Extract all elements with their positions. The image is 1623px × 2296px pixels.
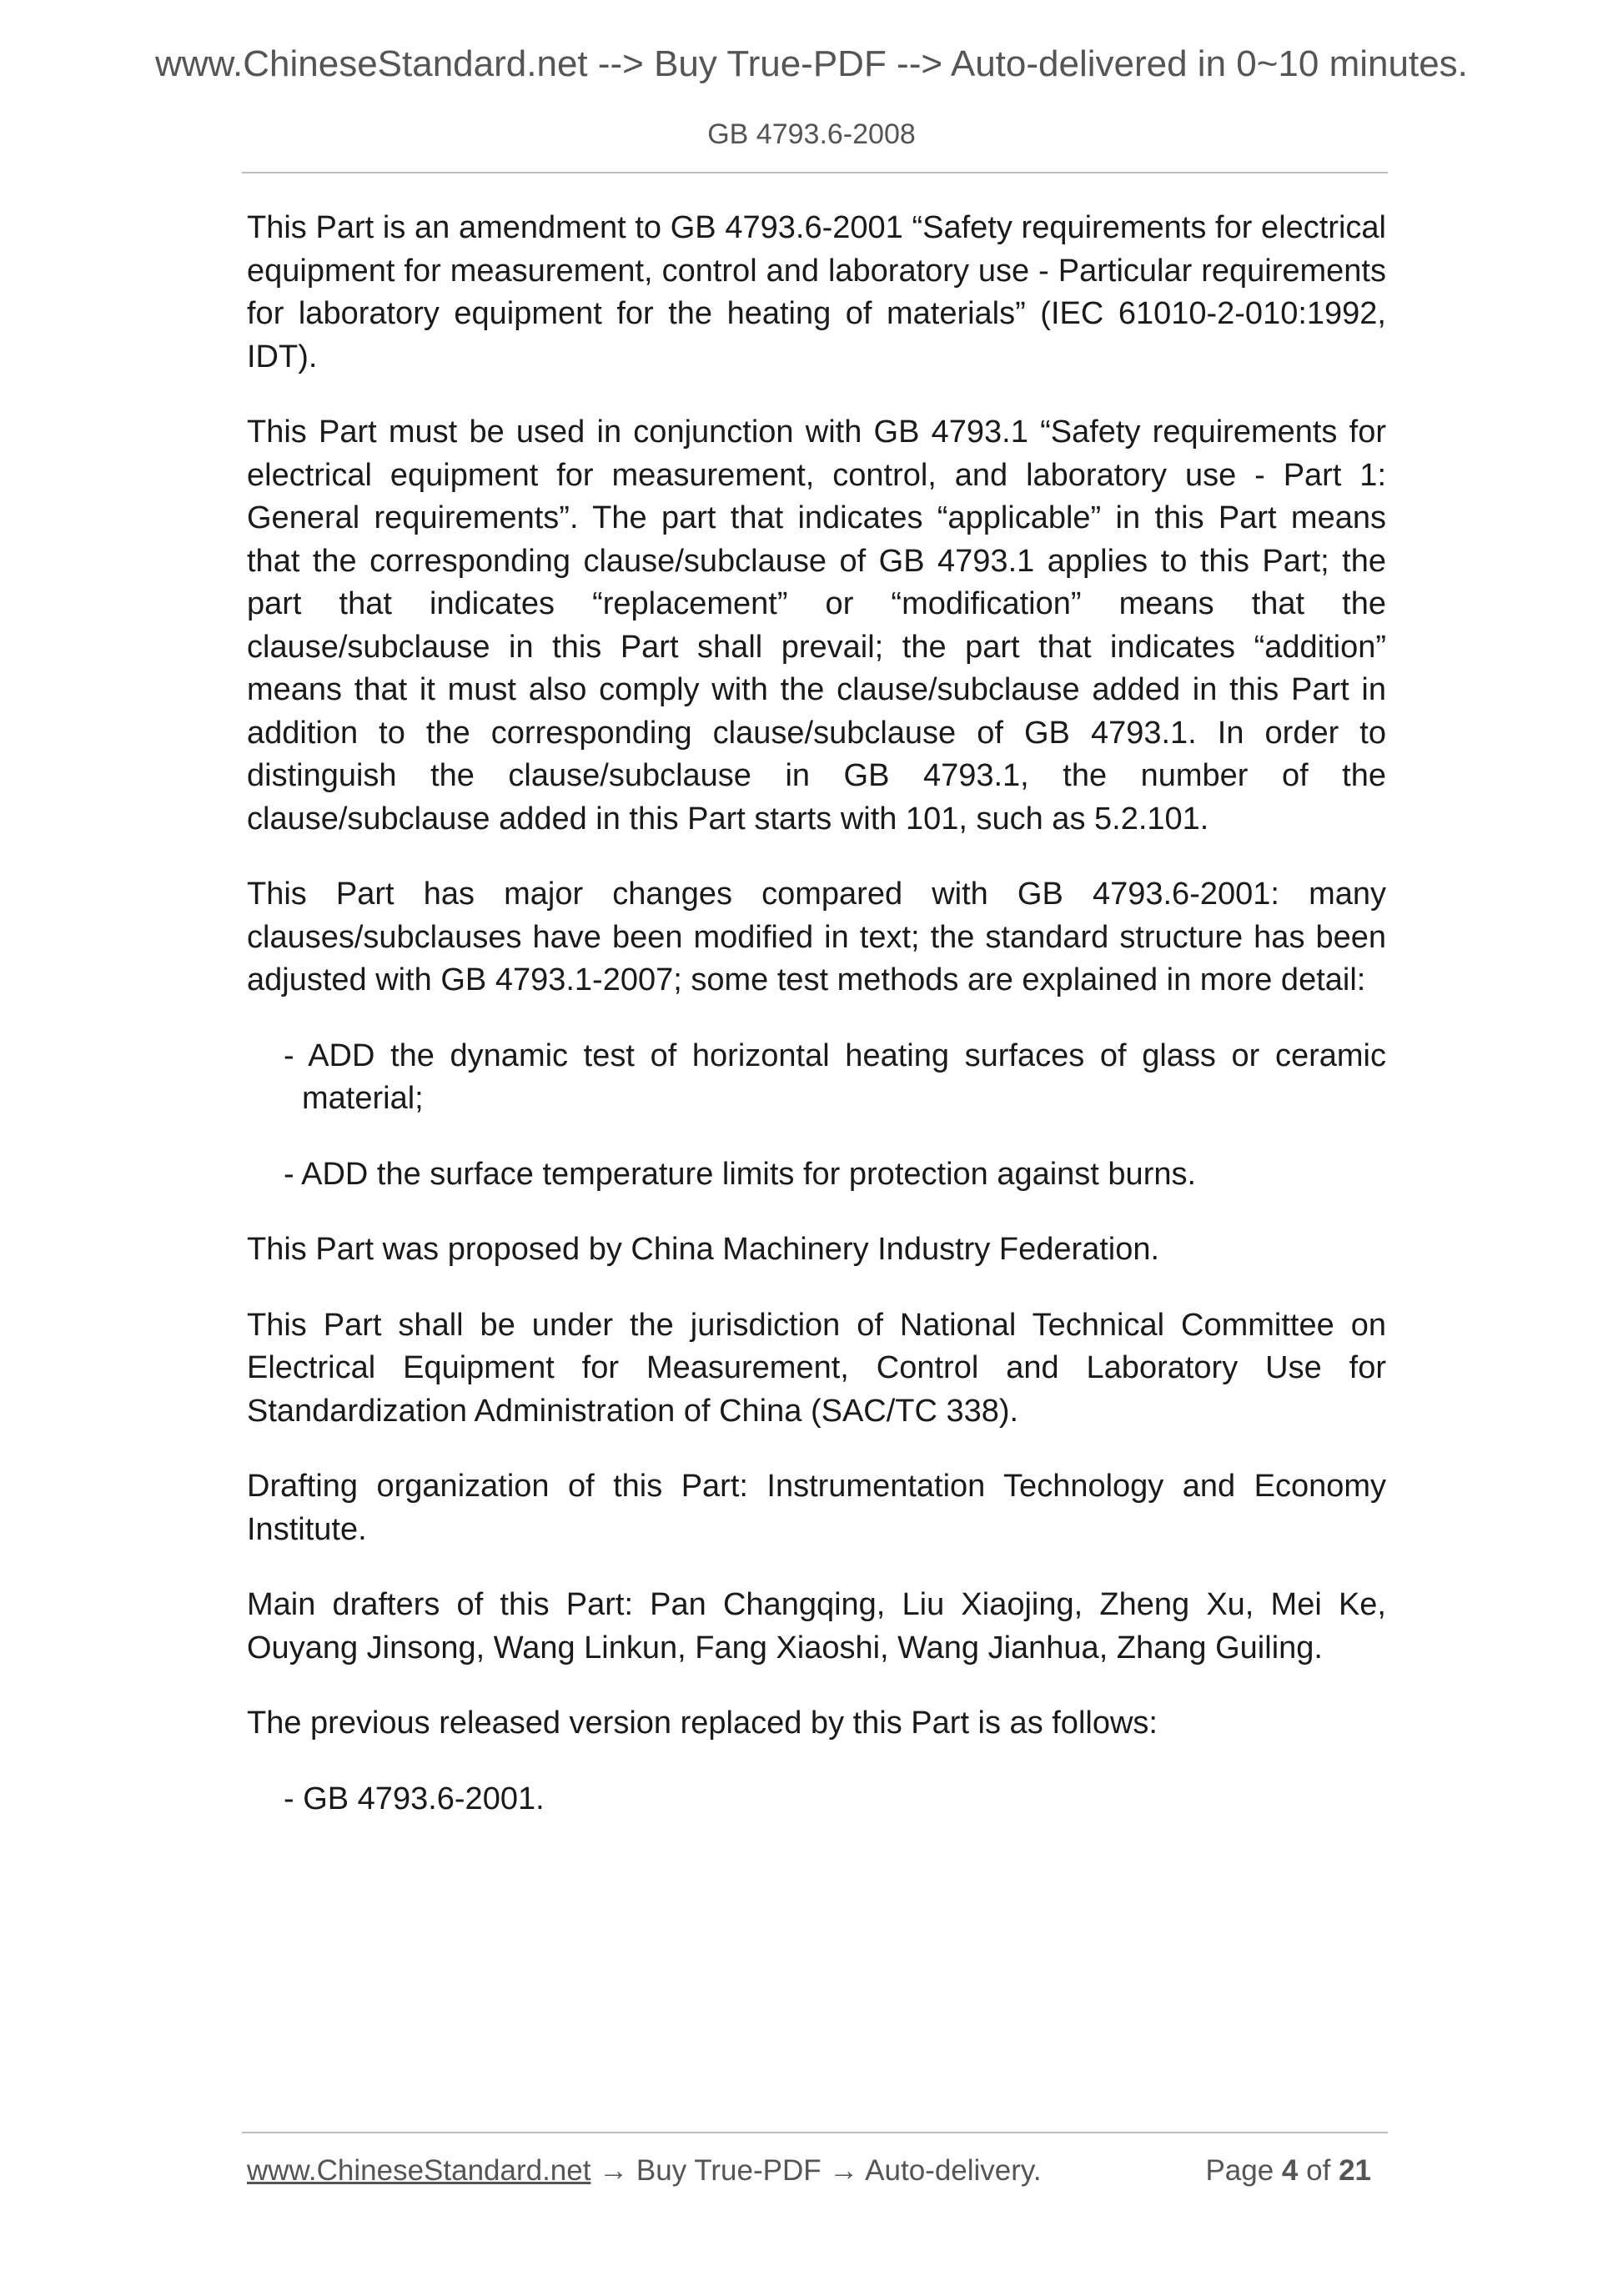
list-item-dynamic-test: - ADD the dynamic test of horizontal heating surfaces of glass or ceramic material; bbox=[284, 1037, 1386, 1116]
document-body bbox=[247, 207, 1386, 1853]
footer-tagline: → Buy True-PDF → Auto-delivery. bbox=[590, 2154, 1042, 2187]
paragraph-main-drafters: Main drafters of this Part: Pan Changqing, Liu Xiaojing, Zheng Xu, Mei Ke, Ouyang Jinsong, Wang Linkun, Fang Xiaoshi, Wang Jianhua, Zhang Guiling. bbox=[247, 1587, 1386, 1665]
page-word: Page bbox=[1205, 2154, 1274, 2187]
paragraph-usage: This Part must be used in conjunction with GB 4793.1 “Safety requirements for electrical equipment for measurement, control, and laboratory use - Part 1: General requirements”. The part that indicates “applicable” in this Part means that the corresponding clause/subclause of GB 4793.1 applies to this Part; the part that indicates “replacement” or “modification” means that the clause/subclause in this Part shall prevail; the part that indicates “addition” means that it must also comply with the clause/subclause added in this Part in addition to the corresponding clause/subclause of GB 4793.1. In order to distinguish the clause/subclause in GB 4793.1, the number of the clause/subclause added in this Part starts with 101, such as 5.2.101. bbox=[247, 414, 1386, 837]
footer-site-link[interactable]: www.ChineseStandard.net bbox=[247, 2154, 591, 2187]
standard-code: GB 4793.6-2008 bbox=[707, 118, 916, 150]
page-indicator bbox=[1205, 2154, 1371, 2188]
list-item-temperature-limits: - ADD the surface temperature limits for protection against burns. bbox=[284, 1156, 1197, 1192]
list-item-previous-version: - GB 4793.6-2001. bbox=[284, 1781, 545, 1816]
paragraph-amendment: This Part is an amendment to GB 4793.6-2001 “Safety requirements for electrical equipment for measurement, control and laboratory use - Particular requirements for laboratory equipment for the heating of materials” (IEC 61010-2-010:1992, IDT). bbox=[247, 210, 1386, 374]
page-total: 21 bbox=[1339, 2154, 1371, 2187]
paragraph-previous-version: The previous released version replaced by this Part is as follows: bbox=[247, 1706, 1158, 1741]
paragraph-proposed-by: This Part was proposed by China Machinery Industry Federation. bbox=[247, 1232, 1160, 1267]
paragraph-jurisdiction: This Part shall be under the jurisdiction of National Technical Committee on Electrical Equipment for Measurement, Control and Laboratory Use for Standardization Administration of China (SAC/TC 338). bbox=[247, 1307, 1386, 1429]
footer-divider bbox=[242, 2132, 1388, 2133]
page-current: 4 bbox=[1281, 2154, 1299, 2187]
site-banner: www.ChineseStandard.net --> Buy True-PDF --> Auto-delivered in 0~10 minutes. bbox=[155, 43, 1468, 84]
paragraph-drafting-organization: Drafting organization of this Part: Instrumentation Technology and Economy Institute. bbox=[247, 1469, 1386, 1547]
paragraph-changes: This Part has major changes compared with GB 4793.6-2001: many clauses/subclauses have been modified in text; the standard structure has been adjusted with GB 4793.1-2007; some test methods are explained in more detail: bbox=[247, 877, 1386, 997]
footer-left bbox=[247, 2154, 1042, 2188]
header-divider bbox=[242, 172, 1388, 173]
of-word: of bbox=[1306, 2154, 1331, 2187]
